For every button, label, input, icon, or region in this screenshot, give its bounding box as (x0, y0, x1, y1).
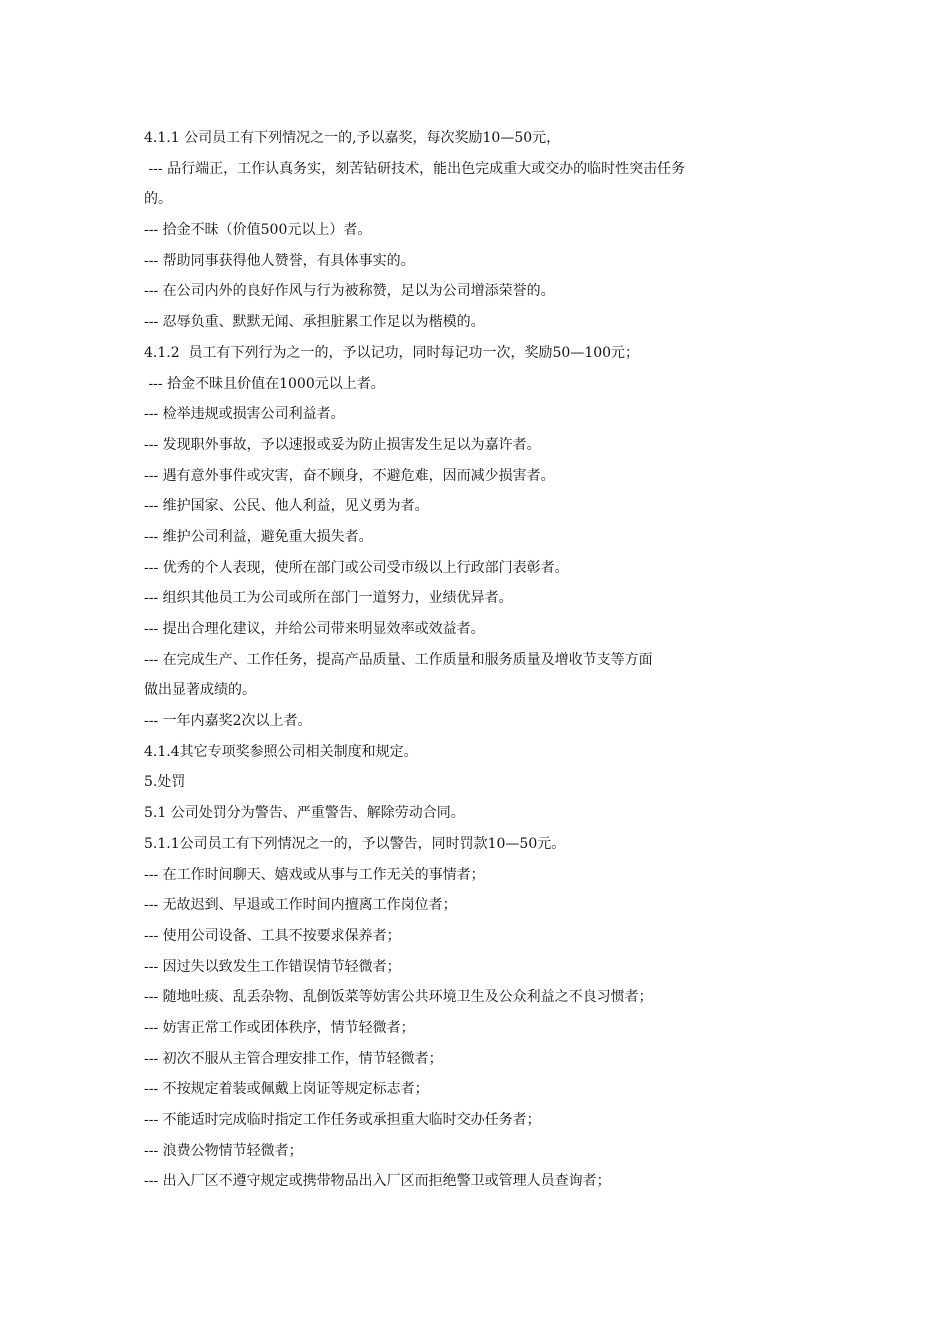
section-5-heading: 5.处罚 (144, 774, 186, 791)
list-item: --- 提出合理化建议，并给公司带来明显效率或效益者。 (144, 621, 485, 637)
list-item: --- 拾金不昧且价值在1000元以上者。 (144, 375, 385, 392)
list-item: --- 因过失以致发生工作错误情节轻微者； (144, 958, 401, 975)
list-item: --- 发现职外事故，予以速报或妥为防止损害发生足以为嘉许者。 (144, 436, 541, 453)
clause-4-1-2-heading: 4.1.2 员工有下列行为之一的，予以记功，同时每记功一次，奖励50—100元； (144, 344, 640, 361)
list-item: --- 维护公司利益，避免重大损失者。 (144, 528, 373, 545)
clause-4-1-4-text: 4.1.4其它专项奖参照公司相关制度和规定。 (144, 743, 418, 760)
list-item: --- 初次不服从主管合理安排工作，情节轻微者； (144, 1050, 443, 1067)
list-item: --- 不按规定着装或佩戴上岗证等规定标志者； (144, 1081, 429, 1098)
list-item: --- 品行端正，工作认真务实，刻苦钻研技术，能出色完成重大或交办的临时性突击任务 (144, 160, 686, 177)
document-body (144, 123, 824, 1197)
list-item: --- 使用公司设备、工具不按要求保养者； (144, 927, 401, 944)
clause-5-1-text: 5.1 公司处罚分为警告、严重警告、解除劳动合同。 (144, 805, 465, 822)
list-item: --- 帮助同事获得他人赞誉，有具体事实的。 (144, 252, 415, 269)
list-item: --- 组织其他员工为公司或所在部门一道努力，业绩优异者。 (144, 590, 513, 607)
list-item: --- 在完成生产、工作任务，提高产品质量、工作质量和服务质量及增收节支等方面 (144, 651, 653, 668)
list-item-continuation: 的。 (144, 191, 172, 208)
clause-4-1-1-heading: 4.1.1 公司员工有下列情况之一的,予以嘉奖，每次奖励10—50元， (144, 130, 561, 146)
list-item-continuation: 做出显著成绩的。 (144, 682, 256, 699)
list-item: --- 忍辱负重、默默无闻、承担脏累工作足以为楷模的。 (144, 314, 485, 331)
list-item: --- 一年内嘉奖2次以上者。 (144, 713, 312, 730)
list-item: --- 在公司内外的良好作风与行为被称赞，足以为公司增添荣誉的。 (144, 283, 555, 300)
list-item: --- 不能适时完成临时指定工作任务或承担重大临时交办任务者； (144, 1112, 541, 1128)
list-item: --- 无故迟到、早退或工作时间内擅离工作岗位者； (144, 897, 457, 914)
list-item: --- 在工作时间聊天、嬉戏或从事与工作无关的事情者； (144, 866, 485, 883)
list-item: --- 优秀的个人表现，使所在部门或公司受市级以上行政部门表彰者。 (144, 559, 569, 576)
list-item: --- 维护国家、公民、他人利益，见义勇为者。 (144, 498, 429, 515)
list-item: --- 随地吐痰、乱丢杂物、乱倒饭菜等妨害公共环境卫生及公众利益之不良习惯者； (144, 989, 653, 1006)
list-item: --- 妨害正常工作或团体秩序，情节轻微者； (144, 1019, 415, 1036)
list-item: --- 出入厂区不遵守规定或携带物品出入厂区而拒绝警卫或管理人员查询者； (144, 1173, 611, 1190)
list-item: --- 遇有意外事件或灾害，奋不顾身，不避危难，因而减少损害者。 (144, 467, 555, 484)
list-item: --- 浪费公物情节轻微者； (144, 1142, 303, 1159)
list-item: --- 检举违规或损害公司利益者。 (144, 406, 345, 423)
list-item: --- 拾金不昧（价值500元以上）者。 (144, 222, 372, 239)
clause-5-1-1-heading: 5.1.1公司员工有下列情况之一的，予以警告，同时罚款10—50元。 (144, 835, 566, 852)
